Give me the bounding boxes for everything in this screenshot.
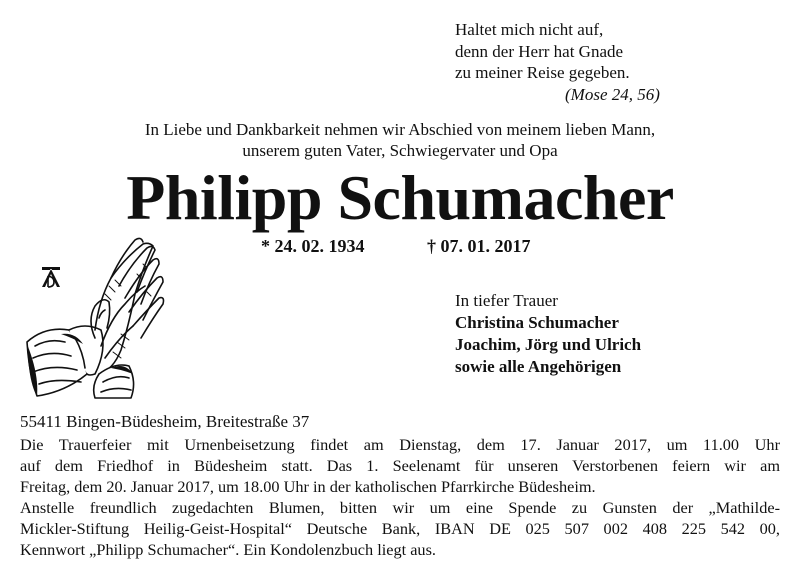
mourners-heading: In tiefer Trauer	[455, 291, 558, 310]
donation-line: Anstelle freundlich zugedachten Blumen, bitten wir um eine Spende zu Gunsten der „Mathilde-	[20, 498, 780, 517]
service-line: Freitag, dem 20. Januar 2017, um 18.00 Uhr in der katholischen Pfarrkirche Büdesheim.	[20, 477, 596, 496]
death-date: † 07. 01. 2017	[427, 236, 531, 256]
mourner-name: Joachim, Jörg und Ulrich	[455, 335, 642, 354]
notice-body	[20, 434, 780, 560]
verse-source: (Mose 24, 56)	[565, 84, 660, 104]
intro-line: unserem guten Vater, Schwiegervater und Opa	[242, 141, 558, 160]
intro-line: In Liebe und Dankbarkeit nehmen wir Abschied von meinem lieben Mann,	[144, 120, 656, 139]
verse-line: Haltet mich nicht auf,	[455, 20, 604, 39]
farewell-intro	[0, 119, 800, 161]
birth-date: * 24. 02. 1934	[261, 236, 365, 256]
service-line: auf dem Friedhof in Büdesheim statt. Das 1. Seelenamt für unseren Verstorbenen feiern wir am	[20, 456, 780, 475]
bible-verse	[455, 19, 695, 105]
family-address: 55411 Bingen-Büdesheim, Breitestraße 37	[20, 412, 310, 431]
mourner-name: sowie alle Angehörigen	[455, 357, 622, 376]
donation-line: Kennwort „Philipp Schumacher“. Ein Kondolenzbuch liegt aus.	[20, 540, 436, 559]
service-line: Die Trauerfeier mit Urnenbeisetzung findet am Dienstag, dem 17. Januar 2017, um 11.00 Uhr	[20, 435, 780, 454]
verse-line: denn der Herr hat Gnade	[455, 41, 624, 61]
verse-line: zu meiner Reise gegeben.	[455, 63, 630, 82]
praying-hands-icon	[25, 234, 170, 400]
deceased-name: Philipp Schumacher	[126, 162, 674, 233]
donation-line: Mickler-Stiftung Heilig-Geist-Hospital“ Deutsche Bank, IBAN DE 025 507 002 408 225 542 00,	[20, 519, 780, 538]
mourner-name: Christina Schumacher	[455, 313, 619, 332]
mourners-block	[455, 290, 641, 378]
